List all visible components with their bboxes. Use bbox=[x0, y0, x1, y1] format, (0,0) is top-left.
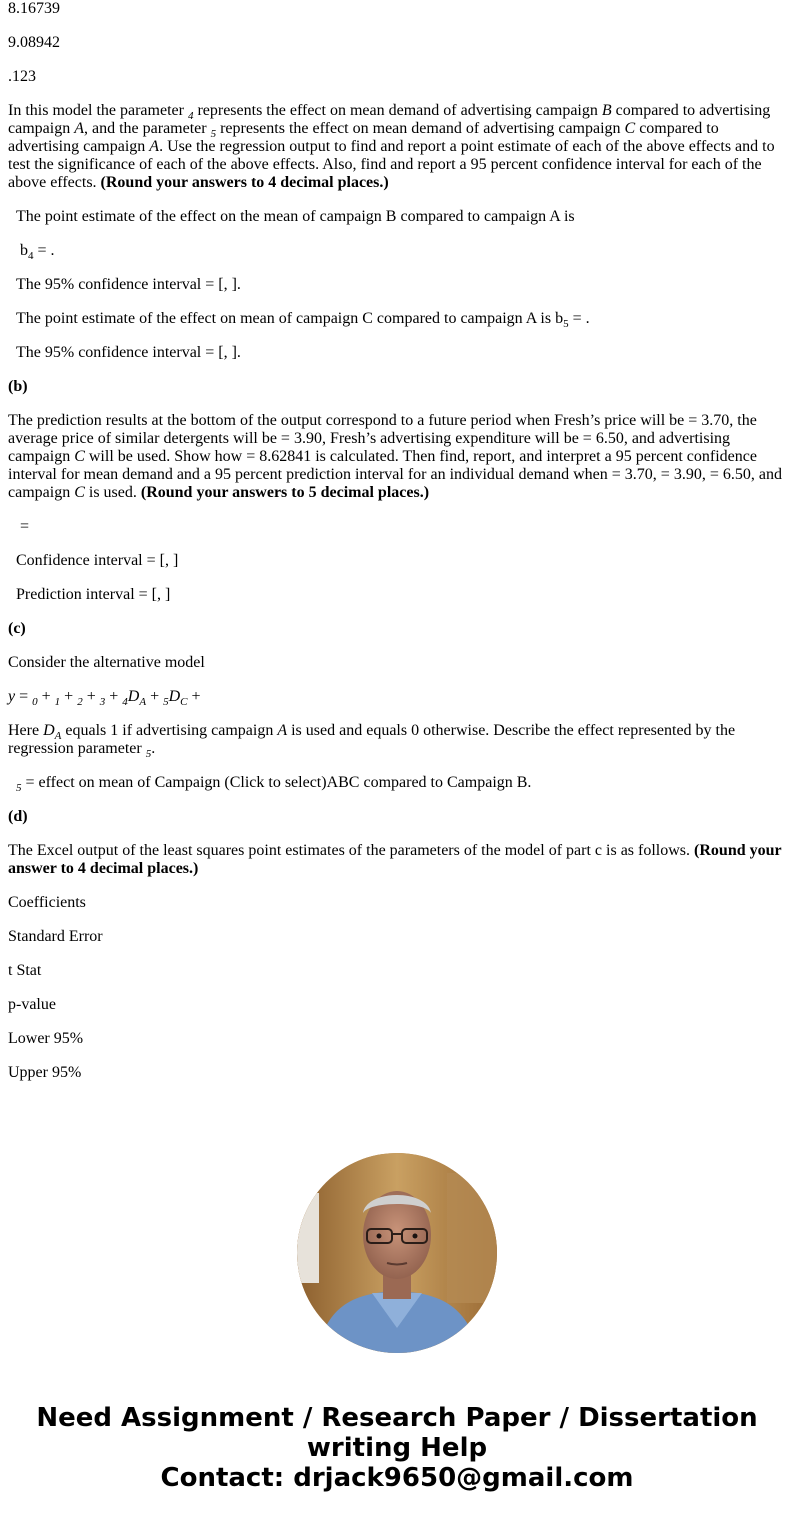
table-column-header: Lower 95% bbox=[8, 1030, 84, 1047]
footer-line: Need Assignment / Research Paper / Dissertation bbox=[36, 1403, 758, 1433]
table-column-header: Standard Error bbox=[8, 928, 103, 945]
effect-select-line[interactable]: $_5$ = effect on mean of Campaign (Click to select)ABC compared to Campaign B. bbox=[16, 774, 532, 794]
part-d-instructions: The Excel output of the least squares point estimates of the parameters of the model of part c is as follows. (Round your answer to 4 decimal places.) bbox=[8, 842, 782, 877]
footer-ad bbox=[0, 1403, 794, 1493]
b4-answer[interactable]: $b_4$ = . bbox=[20, 242, 55, 262]
value-line: .123 bbox=[8, 68, 36, 85]
part-b-heading: (b) bbox=[8, 378, 28, 395]
confidence-interval-c[interactable]: The 95% confidence interval = [, ]. bbox=[16, 344, 241, 361]
table-column-header: t Stat bbox=[8, 962, 42, 979]
part-a-instructions: In this model the parameter $_4$ represents the effect on mean demand of advertising campaign B compared to advertising campaign A, and the parameter $_5$ represents the effect on mean demand of advertising campaign C compared to advertising campaign A. Use the regression output to find and report a point estimate of each of the above effects and to test the significance of each of the above effects. Also, find and report a 95 percent confidence interval for each of the above effects. (Round your answers to 4 decimal places.) bbox=[8, 102, 775, 191]
footer-contact[interactable]: Contact: drjack9650@gmail.com bbox=[160, 1463, 634, 1493]
table-column-header: Coefficients bbox=[8, 894, 86, 911]
confidence-interval-b[interactable]: The 95% confidence interval = [, ]. bbox=[16, 276, 241, 293]
prediction-equation[interactable]: = bbox=[20, 518, 30, 535]
part-c-heading: (c) bbox=[8, 620, 26, 637]
point-estimate-c[interactable]: The point estimate of the effect on mean of campaign C compared to campaign A is $b_5$ = . bbox=[16, 310, 590, 330]
footer-line: writing Help bbox=[306, 1433, 488, 1463]
prediction-interval-answer[interactable]: Prediction interval = [, ] bbox=[16, 586, 171, 603]
confidence-interval-answer[interactable]: Confidence interval = [, ] bbox=[16, 552, 179, 569]
portrait-photo bbox=[297, 1153, 497, 1353]
part-b-instructions: The prediction results at the bottom of the output correspond to a future period when Fresh’s price will be = 3.70, the average price of similar detergents will be = 3.90, Fresh’s advertising expenditure will be = 6.50, and advertising campaign C will be used. Show how = 8.62841 is calculated. Then find, report, and interpret a 95 percent confidence interval for mean demand and a 95 percent prediction interval for an individual demand when = 3.70, = 3.90, = 6.50, and campaign C is used. (Round your answers to 5 decimal places.) bbox=[8, 412, 782, 501]
value-line: 9.08942 bbox=[8, 34, 60, 51]
alternative-model-equation: $y = _0 + _1 + _2 + _3 + _4D_A + _5D_C$ + bbox=[8, 688, 201, 708]
table-column-header: p-value bbox=[8, 996, 56, 1013]
table-column-header: Upper 95% bbox=[8, 1064, 82, 1081]
value-line: 8.16739 bbox=[8, 0, 60, 17]
point-estimate-b-label: The point estimate of the effect on the mean of campaign B compared to campaign A is bbox=[16, 208, 575, 225]
part-d-heading: (d) bbox=[8, 808, 28, 825]
consider-text: Consider the alternative model bbox=[8, 654, 205, 671]
dummy-variable-description: Here $D_A$ equals 1 if advertising campaign A is used and equals 0 otherwise. Describe the effect represented by the regression parameter $_5$. bbox=[8, 722, 736, 760]
author-portrait bbox=[297, 1153, 497, 1353]
